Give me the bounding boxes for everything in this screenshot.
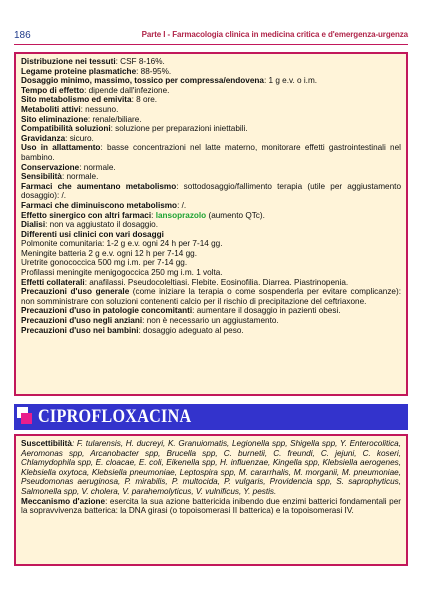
entry-text: : /. xyxy=(177,200,187,210)
header-rule xyxy=(14,44,408,45)
entry-text: : normale. xyxy=(79,162,116,172)
entry-text: : anafilassi. Pseudocoleltiasi. Flebite. Eosinofilia. Diarrea. Piastrinopenia. xyxy=(84,277,349,287)
entry-gravidanza xyxy=(21,134,401,144)
entry-tempo xyxy=(21,86,401,96)
entry-precauzioni-patologie xyxy=(21,306,401,316)
entry-label: Effetto sinergico con altri farmaci xyxy=(21,210,152,220)
drug-title: CIPROFLOXACINA xyxy=(38,406,192,427)
entry-label: Precauzioni d'uso negli anziani xyxy=(21,316,143,326)
entry-text: : renale/biliare. xyxy=(87,114,142,124)
entry-label: Sensibilità xyxy=(21,172,62,182)
entry-label: Farmaci che aumentano metabolismo xyxy=(21,181,177,191)
entry-text: : F. tularensis, H. ducreyi, K. Granuiomatis, Legionella spp, Shigella spp, Y. Enterocolitica, Aeromonas spp, Arcanobacter spp, Brucella spp, C. burnetii, C. freundi, C. jejuni, C. koseri, Chlamydophila spp, E. cloacae, E. coli, Eikenella spp, H. influenzae, Kingella spp, Klebsiella aerogenes, Klebsiella oxytoca, Klebsiella pneumoniae, Leptospira spp, M. cararrhalis, M. morganii, M. pneumoniae, Pseudomonas aeruginosa, P. mirabilis, P. multocida, P. vulgaris, Providencia spp, S. saprophyticus, Salmonella spp, V. cholera, V. parahemolyticus, V. vulnificus, Y. pestis. xyxy=(21,439,401,496)
uso-item: Polmonite comunitaria: 1-2 g e.v. ogni 24 h per 7-14 gg. xyxy=(21,239,223,249)
entry-effetti-collaterali xyxy=(21,278,401,288)
entry-allattamento xyxy=(21,143,401,162)
entry-text: : soluzione per preparazioni iniettabili. xyxy=(110,124,248,134)
entry-text: : 8 ore. xyxy=(131,95,158,105)
entry-sensibilita xyxy=(21,172,401,182)
uso-item: Profilassi meningite menigogoccica 250 mg i.m. 1 volta. xyxy=(21,268,223,278)
entry-label: Gravidanza xyxy=(21,133,66,143)
entry-farmaci-diminuiscono xyxy=(21,201,401,211)
entry-text: : non va aggiustato il dosaggio. xyxy=(45,220,159,230)
entry-effetto-sinergico: Effetto sinergico con altri farmaci: lansoprazolo (aumento QTc). xyxy=(21,210,265,220)
drug-description-box xyxy=(14,434,408,566)
entry-meccanismo xyxy=(21,497,401,516)
entry-label: Dialisi xyxy=(21,220,46,230)
entry-sito-metabolismo xyxy=(21,95,401,105)
uso-item: Meningite batteria 2 g e.v. ogni 12 h per 7-14 gg. xyxy=(21,248,197,258)
entry-label: Distribuzione nei tessuti xyxy=(21,57,116,66)
entry-label: Suscettibilità xyxy=(21,439,72,448)
entry-distribuzione xyxy=(21,57,401,67)
entry-metaboliti xyxy=(21,105,401,115)
uso-item: Uretrite gonococcica 500 mg i.m. per 7-14 gg. xyxy=(21,258,188,268)
entry-label: Compatibilità soluzioni xyxy=(21,124,111,134)
entry-label: Precauzioni d'uso nei bambini xyxy=(21,325,139,335)
entry-text: : normale. xyxy=(61,172,99,182)
entry-precauzioni-bambini xyxy=(21,326,401,336)
entry-text: : dosaggio adeguato al peso. xyxy=(138,325,244,335)
entry-dialisi xyxy=(21,220,401,230)
entry-text: : CSF 8-16%. xyxy=(115,57,165,66)
entry-text: : esercita la sua azione battericida inibendo due enzimi batterici fondamentali per la sopravvivenza batterica: la DNA girasi (o topoisomerasi II batterica) e la topoisomerasi IV. xyxy=(21,496,401,516)
entry-label: Sito eliminazione xyxy=(21,114,88,124)
entry-label: Differenti usi clinici con vari dosaggi xyxy=(21,229,164,239)
entry-differenti-usi xyxy=(21,230,401,240)
entry-dosaggio xyxy=(21,76,401,86)
drug-properties-box xyxy=(14,52,408,396)
entry-text: : non è necessario un aggiustamento. xyxy=(142,316,279,326)
running-title: Parte I - Farmacologia clinica in medicina critica e d'emergenza-urgenza xyxy=(141,30,408,39)
page-number: 186 xyxy=(14,30,31,41)
entry-text: : aumentare il dosaggio in pazienti obesi. xyxy=(192,306,341,316)
entry-label: Farmaci che diminuiscono metabolismo xyxy=(21,200,178,210)
entry-text: (come iniziare la terapia o come sospenderla per evitare complicanze): non somministrare con soluzioni contenenti calcio per il rischio di precipitazione del ceftriaxone. xyxy=(21,287,401,306)
entry-label: Uso in allattamento xyxy=(21,143,101,153)
entry-label: Legame proteine plasmatiche xyxy=(21,66,137,76)
entry-label: Meccanismo d'azione xyxy=(21,496,106,506)
entry-label: Precauzioni d'uso generale xyxy=(21,287,130,297)
entry-text: : 1 g e.v. o i.m. xyxy=(263,76,318,86)
entry-compatibilita xyxy=(21,124,401,134)
entry-text: : sicuro. xyxy=(65,133,94,143)
entry-label: Metaboliti attivi xyxy=(21,104,81,114)
entry-label: Dosaggio minimo, massimo, tossico per compressa/endovena xyxy=(21,76,264,86)
entry-label: Tempo di effetto xyxy=(21,85,85,95)
entry-text: (aumento QTc). xyxy=(206,210,265,220)
page-header xyxy=(14,30,408,44)
entry-legame xyxy=(21,67,401,77)
entry-suscettibilita xyxy=(21,439,401,497)
entry-farmaci-aumentano xyxy=(21,182,401,201)
entry-label: Conservazione xyxy=(21,162,80,172)
highlighted-drug: lansoprazolo xyxy=(155,210,207,220)
entry-text: : basse concentrazioni nel latte materno, monitorare effetti gastrointestinali nel bambino. xyxy=(21,143,401,162)
entry-sito-eliminazione xyxy=(21,115,401,125)
entry-text: : dipende dall'infezione. xyxy=(84,85,170,95)
entry-precauzioni-generale xyxy=(21,287,401,306)
entry-label: Effetti collaterali xyxy=(21,277,85,287)
decorative-square-pink xyxy=(21,413,32,424)
drug-title-banner xyxy=(14,404,408,430)
entry-label: Precauzioni d'uso in patologie concomitanti xyxy=(21,306,193,316)
entry-text: : 88-95%. xyxy=(136,66,172,76)
entry-precauzioni-anziani xyxy=(21,316,401,326)
entry-text: : nessuno. xyxy=(80,104,119,114)
entry-label: Sito metabolismo ed emivita xyxy=(21,95,132,105)
entry-conservazione xyxy=(21,163,401,173)
entry-text: : sottodosaggio/fallimento terapia (utile per aggiustamento dosaggio): /. xyxy=(21,181,401,201)
